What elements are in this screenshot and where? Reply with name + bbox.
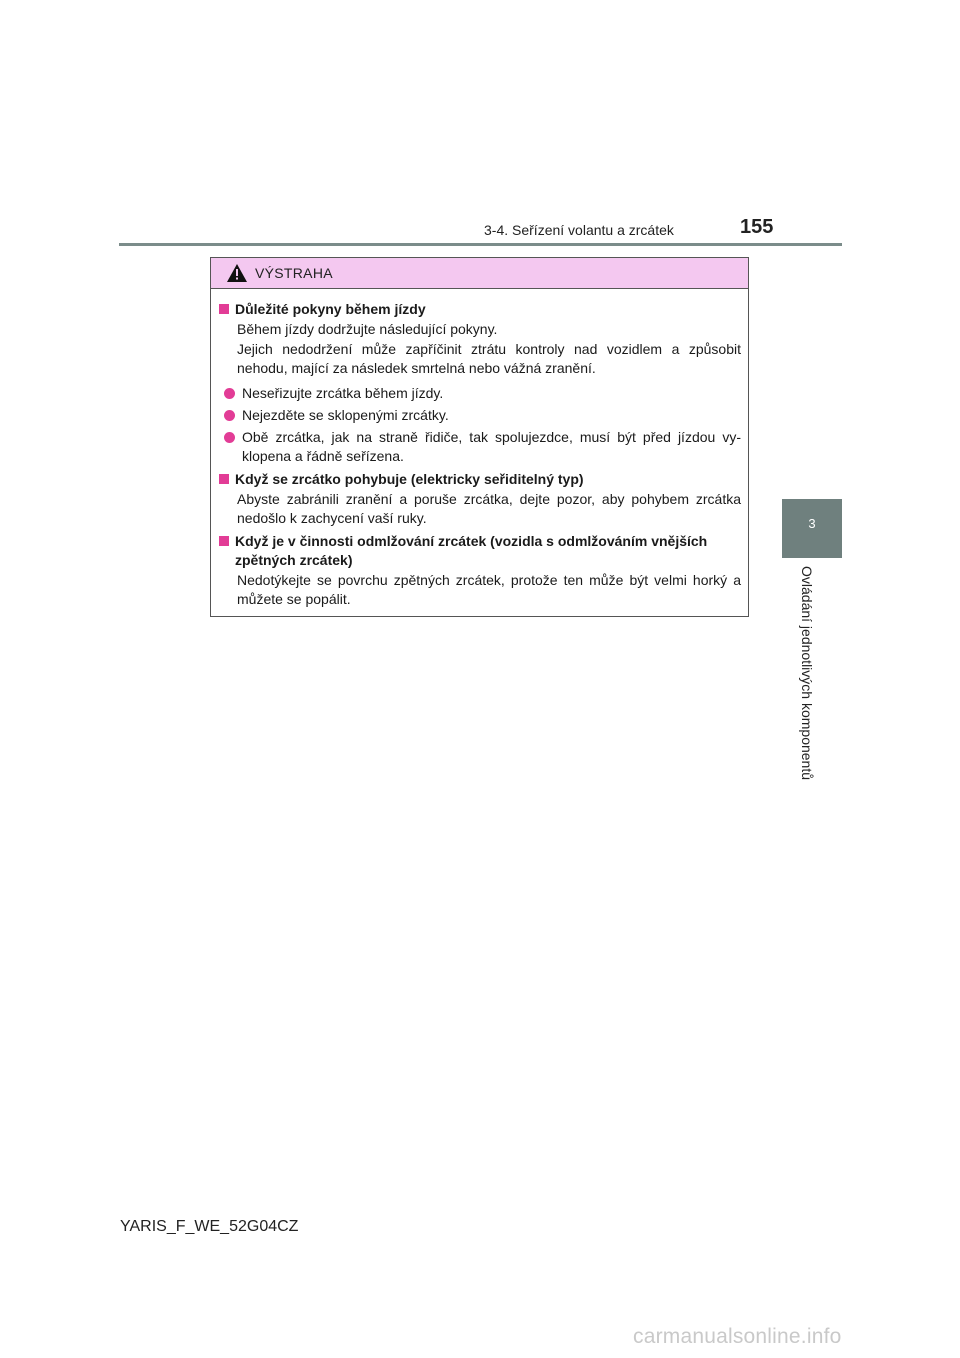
warning-triangle-icon (227, 264, 247, 282)
square-bullet-icon (219, 474, 229, 484)
square-bullet-icon (219, 536, 229, 546)
warning-body (211, 289, 748, 609)
item-title-text: Když se zrcátko pohybuje (elektricky seřiditelný typ) (235, 471, 584, 487)
chapter-title: Ovládání jednotlivých komponentů (799, 566, 815, 781)
warning-item (219, 532, 741, 609)
warning-title: VÝSTRAHA (255, 265, 333, 281)
bullet-item (219, 384, 741, 403)
bullet-item (219, 406, 741, 425)
bullet-text: Nejezděte se sklopenými zrcátky. (242, 407, 449, 423)
warning-header (211, 258, 748, 289)
bullet-item (219, 428, 741, 466)
watermark: carmanualsonline.info (633, 1325, 842, 1348)
chapter-tab (782, 499, 842, 558)
bullet-text: Neseřizujte zrcátka během jízdy. (242, 385, 444, 401)
square-bullet-icon (219, 304, 229, 314)
paragraph: Během jízdy dodržujte následující pokyny. (237, 321, 498, 337)
warning-item-title (219, 300, 741, 319)
paragraph: Abyste zabránili zranění a poruše zrcátka, dejte pozor, aby pohybem zrcátka nedošlo k zachycení vaší ruky. (237, 491, 741, 526)
warning-item-title (219, 470, 741, 489)
round-bullet-icon (224, 410, 235, 421)
warning-box (210, 257, 749, 617)
page-number: 155 (740, 216, 774, 238)
header-divider (119, 243, 842, 246)
chapter-number: 3 (808, 516, 816, 531)
paragraph: Jejich nedodržení může zapříčinit ztrátu kontroly nad vozidlem a způsobit nehodu, mající za následek smrtelná nebo vážná zranění. (237, 341, 741, 376)
warning-item (219, 300, 741, 466)
bullet-text: Obě zrcátka, jak na straně řidiče, tak spolujezdce, musí být před jízdou vyklopena a řádně seřízena. (242, 429, 741, 464)
item-title-text: Když je v činnosti odmlžování zrcátek (vozidla s odmlžováním vnějších zpětných zrcátek) (235, 533, 708, 568)
round-bullet-icon (224, 388, 235, 399)
item-title-text: Důležité pokyny během jízdy (235, 301, 426, 317)
round-bullet-icon (224, 432, 235, 443)
paragraph: Nedotýkejte se povrchu zpětných zrcátek, protože ten může být velmi horký a můžete se popálit. (237, 572, 741, 607)
document-code: YARIS_F_WE_52G04CZ (120, 1218, 299, 1235)
section-title: 3-4. Seřízení volantu a zrcátek (484, 222, 674, 238)
warning-item-title (219, 532, 741, 570)
warning-item (219, 470, 741, 528)
